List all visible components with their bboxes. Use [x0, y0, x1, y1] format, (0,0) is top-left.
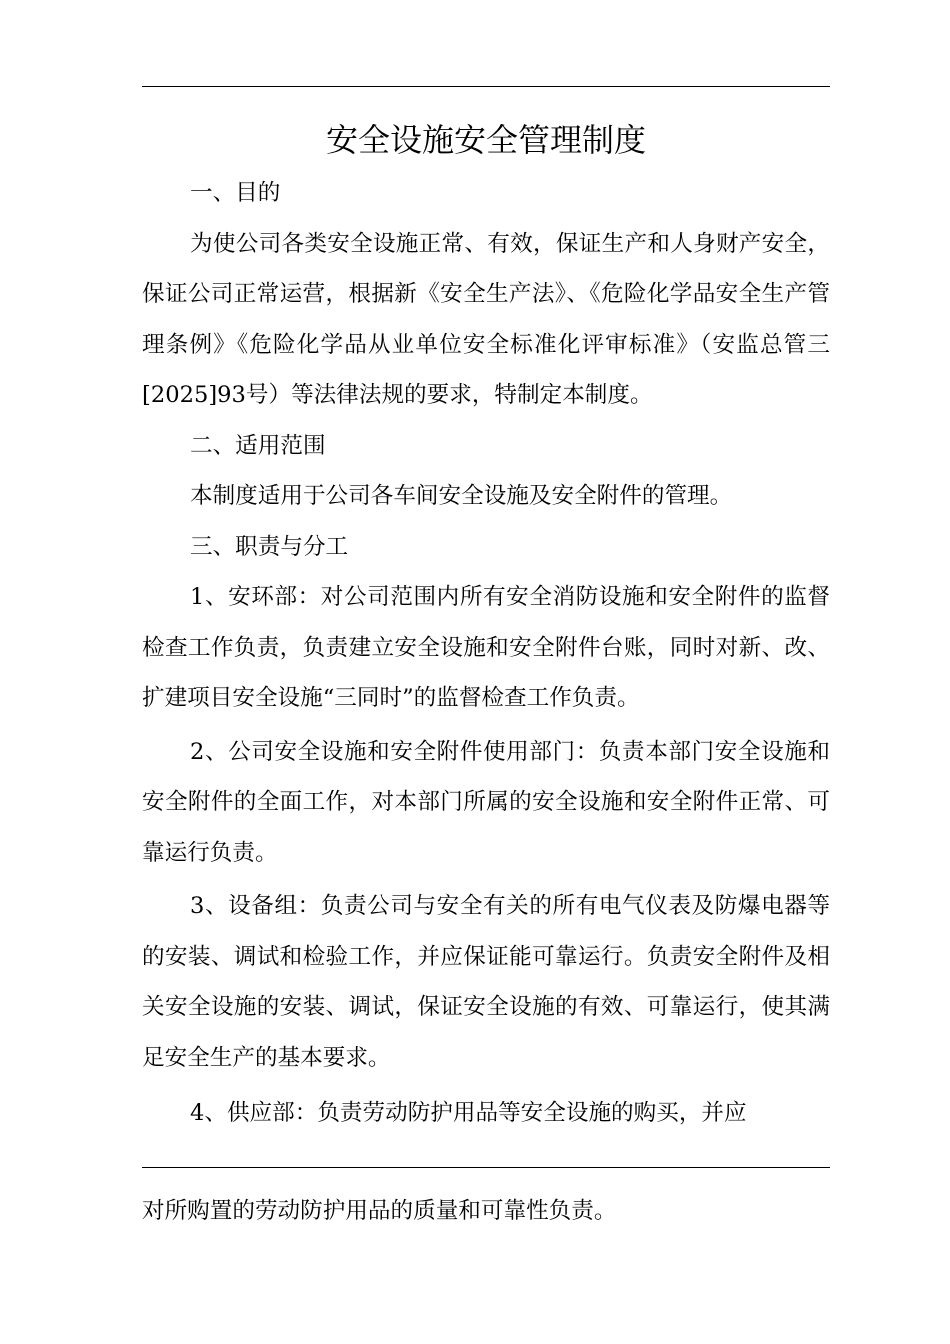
duty-item-3: 3、设备组：负责公司与安全有关的所有电气仪表及防爆电器等的安装、调试和检验工作，并应保证能可靠运行。负责安全附件及相关安全设施的安装、调试，保证安全设施的有效、可靠运行，使其满足安全生产的基本要求。	[142, 893, 830, 1071]
section-heading-purpose: 一、目的	[190, 180, 281, 206]
document-title: 安全设施安全管理制度	[325, 121, 646, 159]
duty-item-4: 4、供应部：负责劳动防护用品等安全设施的购买，并应	[190, 1100, 747, 1126]
section-heading-scope: 二、适用范围	[190, 432, 326, 459]
section-body-scope: 本制度适用于公司各车间安全设施及安全附件的管理。	[190, 483, 733, 509]
bottom-divider	[142, 1167, 830, 1168]
section-heading-duties: 三、职责与分工	[190, 533, 349, 560]
next-page-continuation: 对所购置的劳动防护用品的质量和可靠性负责。	[142, 1198, 617, 1224]
section-body-purpose: 为使公司各类安全设施正常、有效，保证生产和人身财产安全，保证公司正常运营，根据新《安全生产法》、《危险化学品安全生产管理条例》《危险化学品从业单位安全标准化评审标准》（安监总管三[2025]93号）等法律法规的要求，特制定本制度。	[142, 230, 830, 408]
duty-item-2: 2、公司安全设施和安全附件使用部门：负责本部门安全设施和安全附件的全面工作，对本部门所属的安全设施和安全附件正常、可靠运行负责。	[142, 738, 830, 866]
page-body	[142, 112, 830, 1139]
duty-item-1: 1、安环部：对公司范围内所有安全消防设施和安全附件的监督检查工作负责，负责建立安全设施和安全附件台账，同时对新、改、扩建项目安全设施“三同时”的监督检查工作负责。	[142, 584, 830, 711]
top-divider	[142, 86, 830, 87]
